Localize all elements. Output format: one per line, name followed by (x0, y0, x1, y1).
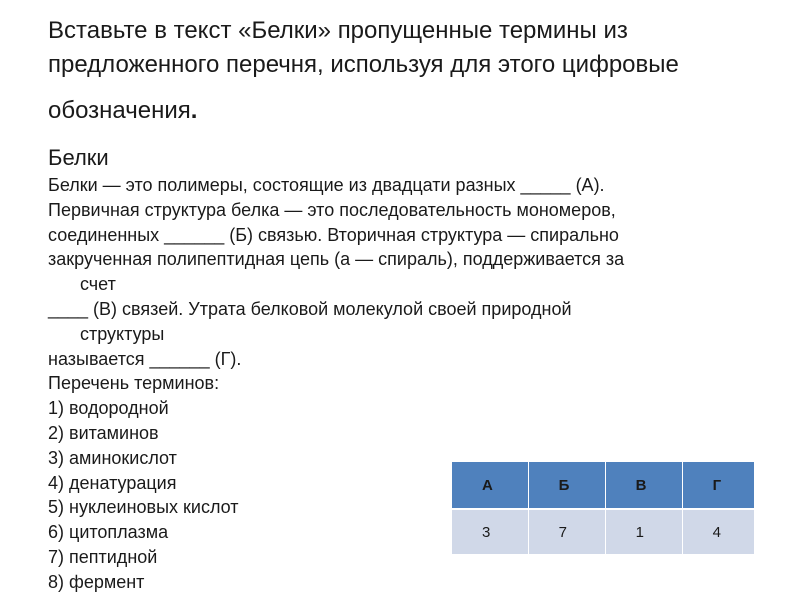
answer-table-row (452, 509, 754, 554)
text-line-2: Первичная структура белка — это последовательность мономеров, (48, 199, 616, 220)
term-3: 3) аминокислот (48, 447, 177, 468)
text-line-7: структуры (80, 323, 165, 344)
answer-cell-a: 3 (452, 509, 528, 554)
title-line-2: предложенного перечня, используя для этого цифровые (48, 51, 679, 78)
answer-table-header-row (452, 462, 754, 509)
title-line-3: обозначения (48, 97, 191, 124)
term-8: 8) фермент (48, 571, 145, 592)
task-title (48, 14, 768, 128)
answer-header-g: Г (682, 462, 754, 509)
title-line-1: Вставьте в текст «Белки» пропущенные термины из (48, 17, 628, 44)
answer-cell-g: 4 (682, 509, 754, 554)
term-6: 6) цитоплазма (48, 522, 169, 543)
answer-cell-b: 7 (528, 509, 605, 554)
term-1: 1) водородной (48, 398, 169, 419)
text-heading: Белки (48, 145, 109, 170)
title-line-3-wrap (48, 94, 768, 128)
term-4: 4) денатурация (48, 472, 177, 493)
answer-header-v: В (605, 462, 682, 509)
text-line-5: счет (80, 274, 116, 295)
text-line-6: ____ (В) связей. Утрата белковой молекулой своей природной (48, 298, 572, 319)
text-line-8: называется ______ (Г). (48, 348, 242, 369)
answer-table (452, 462, 754, 554)
text-line-1: Белки — это полимеры, состоящие из двадцати разных _____ (А). (48, 175, 605, 195)
answer-header-a: А (452, 462, 528, 509)
term-2: 2) витаминов (48, 422, 159, 443)
answer-cell-v: 1 (605, 509, 682, 554)
term-7: 7) пептидной (48, 546, 158, 567)
terms-header: Перечень терминов: (48, 373, 220, 394)
text-line-4: закрученная полипептидная цепь (а — спираль), поддерживается за (48, 249, 625, 270)
answer-header-b: Б (528, 462, 605, 509)
term-5: 5) нуклеиновых кислот (48, 497, 239, 518)
title-period: . (190, 97, 198, 124)
text-line-3: соединенных ______ (Б) связью. Вторичная структура — спирально (48, 224, 619, 245)
